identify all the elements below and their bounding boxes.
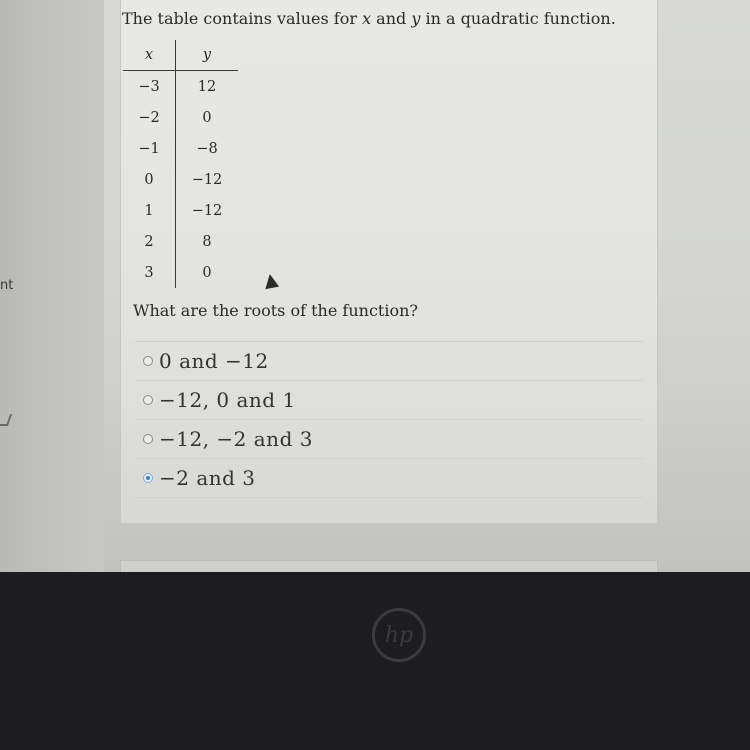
question-text: The table contains values for x and y in a quadratic function. xyxy=(122,9,616,28)
cell-x: 0 xyxy=(123,164,176,195)
table-row xyxy=(123,257,238,288)
answer-options xyxy=(135,341,643,498)
table-row xyxy=(123,164,238,195)
table-row xyxy=(123,133,238,164)
answer-option[interactable] xyxy=(135,458,643,498)
cell-y: −12 xyxy=(191,171,223,188)
radio-button[interactable] xyxy=(143,434,153,444)
mouse-cursor-icon xyxy=(263,273,279,289)
table-row xyxy=(123,195,238,226)
radio-button[interactable] xyxy=(143,395,153,405)
cell-x: 1 xyxy=(123,195,176,226)
sidebar-checkmark-icon xyxy=(0,414,12,426)
answer-option[interactable] xyxy=(135,419,643,458)
next-question-card xyxy=(120,560,658,572)
column-header-y: y xyxy=(176,40,239,71)
sidebar-partial-text: nt xyxy=(0,278,14,293)
answer-option-label: −2 and 3 xyxy=(159,466,256,490)
cell-x: −1 xyxy=(123,133,176,164)
cell-x: −3 xyxy=(123,71,176,103)
cell-y: 12 xyxy=(197,78,217,95)
cell-y: 0 xyxy=(202,264,212,281)
answer-option-label: −12, −2 and 3 xyxy=(159,427,313,451)
answer-option[interactable] xyxy=(135,380,643,419)
cell-y: 0 xyxy=(202,109,212,126)
cell-x: 3 xyxy=(123,257,176,288)
prompt-text: What are the roots of the function? xyxy=(133,301,418,320)
table-header-row xyxy=(123,40,238,71)
cell-x: 2 xyxy=(123,226,176,257)
radio-button[interactable] xyxy=(143,356,153,366)
table-row xyxy=(123,226,238,257)
question-card xyxy=(120,0,658,524)
answer-option-label: 0 and −12 xyxy=(159,349,269,373)
cell-y: 8 xyxy=(202,233,212,250)
answer-option[interactable] xyxy=(135,341,643,380)
left-sidebar xyxy=(0,0,104,572)
answer-option-label: −12, 0 and 1 xyxy=(159,388,296,412)
cell-x: −2 xyxy=(123,102,176,133)
radio-button-selected[interactable] xyxy=(143,473,153,483)
column-header-x: x xyxy=(123,40,176,71)
table-row xyxy=(123,71,238,103)
values-table xyxy=(123,40,238,288)
cell-y: −8 xyxy=(196,140,218,157)
cell-y: −12 xyxy=(191,202,223,219)
hp-logo: hp xyxy=(372,608,426,662)
table-row xyxy=(123,102,238,133)
